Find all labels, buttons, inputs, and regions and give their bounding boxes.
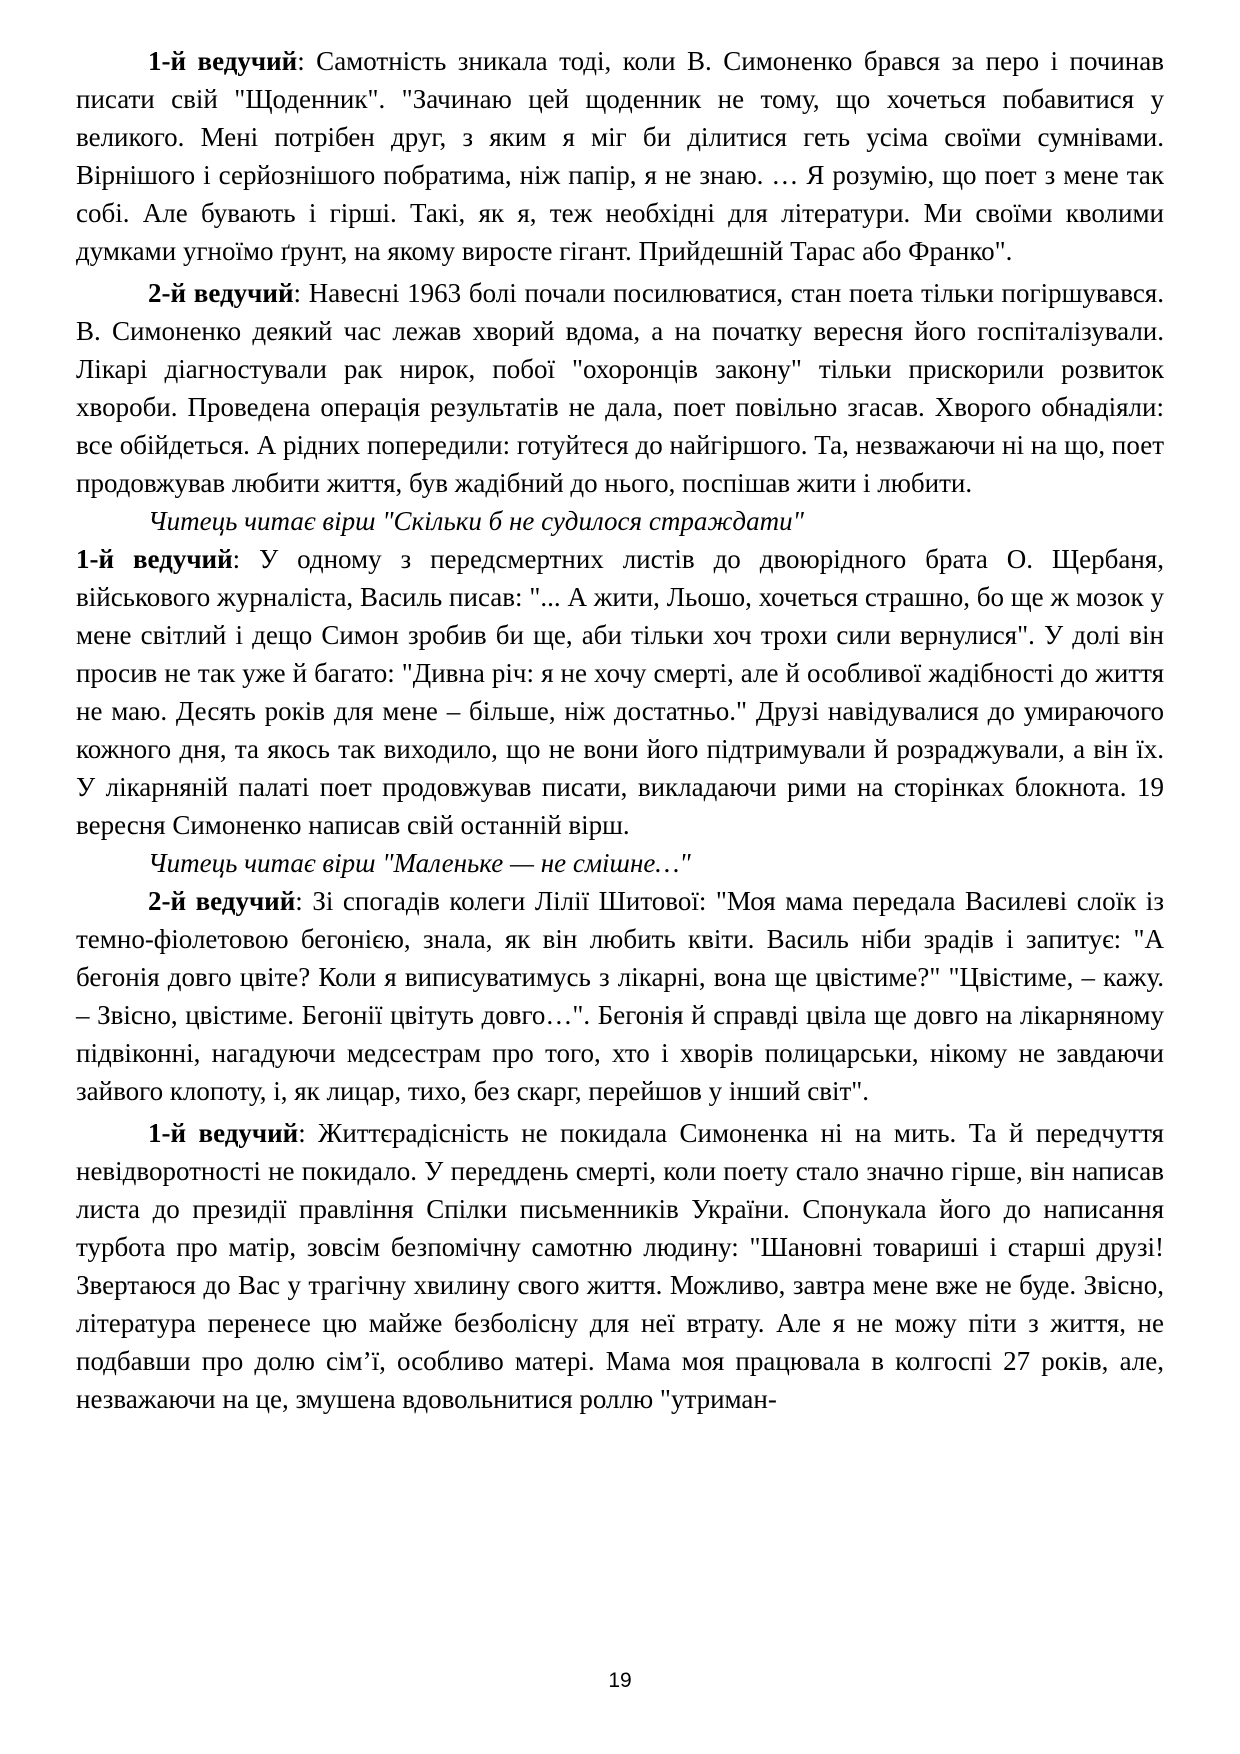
paragraph-text: : Навесні 1963 болі почали посилюватися, стан поета тільки погіршувався. В. Симоненко деякий час лежав хворий вдома, а на початку вересня його госпіталізували. Лікарі діагностували рак нирок, побої "охоронців закону" тільки прискорили розвиток хвороби. Проведена операція результатів не дала, поет повільно згасав. Хворого обнадіяли: все обійдеться. А рідних попередили: готуйтеся до найгіршого. Та, незважаючи ні на що, поет продовжував любити життя, був жадібний до нього, поспішав жити і любити. [76,278,1164,498]
paragraph [76,42,1164,270]
speaker-label: 2-й ведучий [148,886,296,916]
reader-note: Читець читає вірш "Маленьке — не смішне…" [148,848,691,878]
page-number: 19 [608,1669,632,1692]
speaker-label: 1-й ведучий [148,1118,299,1148]
paragraph [76,882,1164,1110]
paragraph [76,274,1164,502]
reader-note: Читець читає вірш "Скільки б не судилося страждати" [148,506,804,536]
page-body [76,42,1164,1418]
speaker-label: 2-й ведучий [148,278,294,308]
paragraph-text: : Життєрадісність не покидала Симоненка ні на мить. Та й передчуття невідворотності не покидало. У переддень смерті, коли поету стало значно гірше, він написав листа до президії правління Спілки письменників України. Спонукала його до написання турбота про матір, зовсім безпомічну самотню людину: "Шановні товариші і старші друзі! Звертаюся до Вас у трагічну хвилину свого життя. Можливо, завтра мене вже не буде. Звісно, література перенесе цю майже безболісну для неї втрату. Але я не можу піти з життя, не подбавши про долю сім’ї, особливо матері. Мама моя працювала в колгоспі 27 років, але, незважаючи на це, змушена вдовольнитися роллю "утриман- [76,1118,1164,1414]
paragraph-text: : Самотність зникала тоді, коли В. Симоненко брався за перо і починав писати свій "Щоденник". "Зачинаю цей щоденник не тому, що хочеться побавитися у великого. Мені потрібен друг, з яким я міг би ділитися геть усіма своїми сумнівами. Вірнішого і серйознішого побратима, ніж папір, я не знаю. … Я розумію, що поет з мене так собі. Але бувають і гірші. Такі, як я, теж необхідні для літератури. Ми своїми кволими думками угноїмо ґрунт, на якому виросте гігант. Прийдешній Тарас або Франко". [76,46,1164,266]
speaker-label: 1-й ведучий [76,544,233,574]
paragraph [76,1114,1164,1418]
paragraph-text: : Зі спогадів колеги Лілії Шитової: "Моя мама передала Василеві слоїк із темно-фіолетовою бегонією, знала, як він любить квіти. Василь ніби зрадів і запитує: "А бегонія довго цвіте? Коли я виписуватимусь з лікарні, вона ще цвістиме?" "Цвістиме, – кажу. – Звісно, цвістиме. Бегонії цвітуть довго…". Бегонія й справді цвіла ще довго на лікарняному підвіконні, нагадуючи медсестрам про того, хто і хворів полицарськи, нікому не завдаючи зайвого клопоту, і, як лицар, тихо, без скарг, перейшов у інший світ". [76,886,1164,1106]
speaker-label: 1-й ведучий [148,46,298,76]
paragraph-text: : У одному з передсмертних листів до двоюрідного брата О. Щербаня, військового журналіста, Василь писав: "... А жити, Льошо, хочеться страшно, бо ще ж мозок у мене світлий і дещо Симон зробив би ще, аби тільки хоч трохи сили вернулися". У долі він просив не так уже й багато: "Дивна річ: я не хочу смерті, але й особливої жадібності до життя не маю. Десять років для мене – більше, ніж достатньо." Друзі навідувалися до умираючого кожного дня, та якось так виходило, що не вони його підтримували й розраджували, а він їх. У лікарняній палаті поет продовжував писати, викладаючи рими на сторінках блокнота. 19 вересня Симоненко написав свій останній вірш. [76,544,1164,840]
paragraph [76,540,1164,844]
